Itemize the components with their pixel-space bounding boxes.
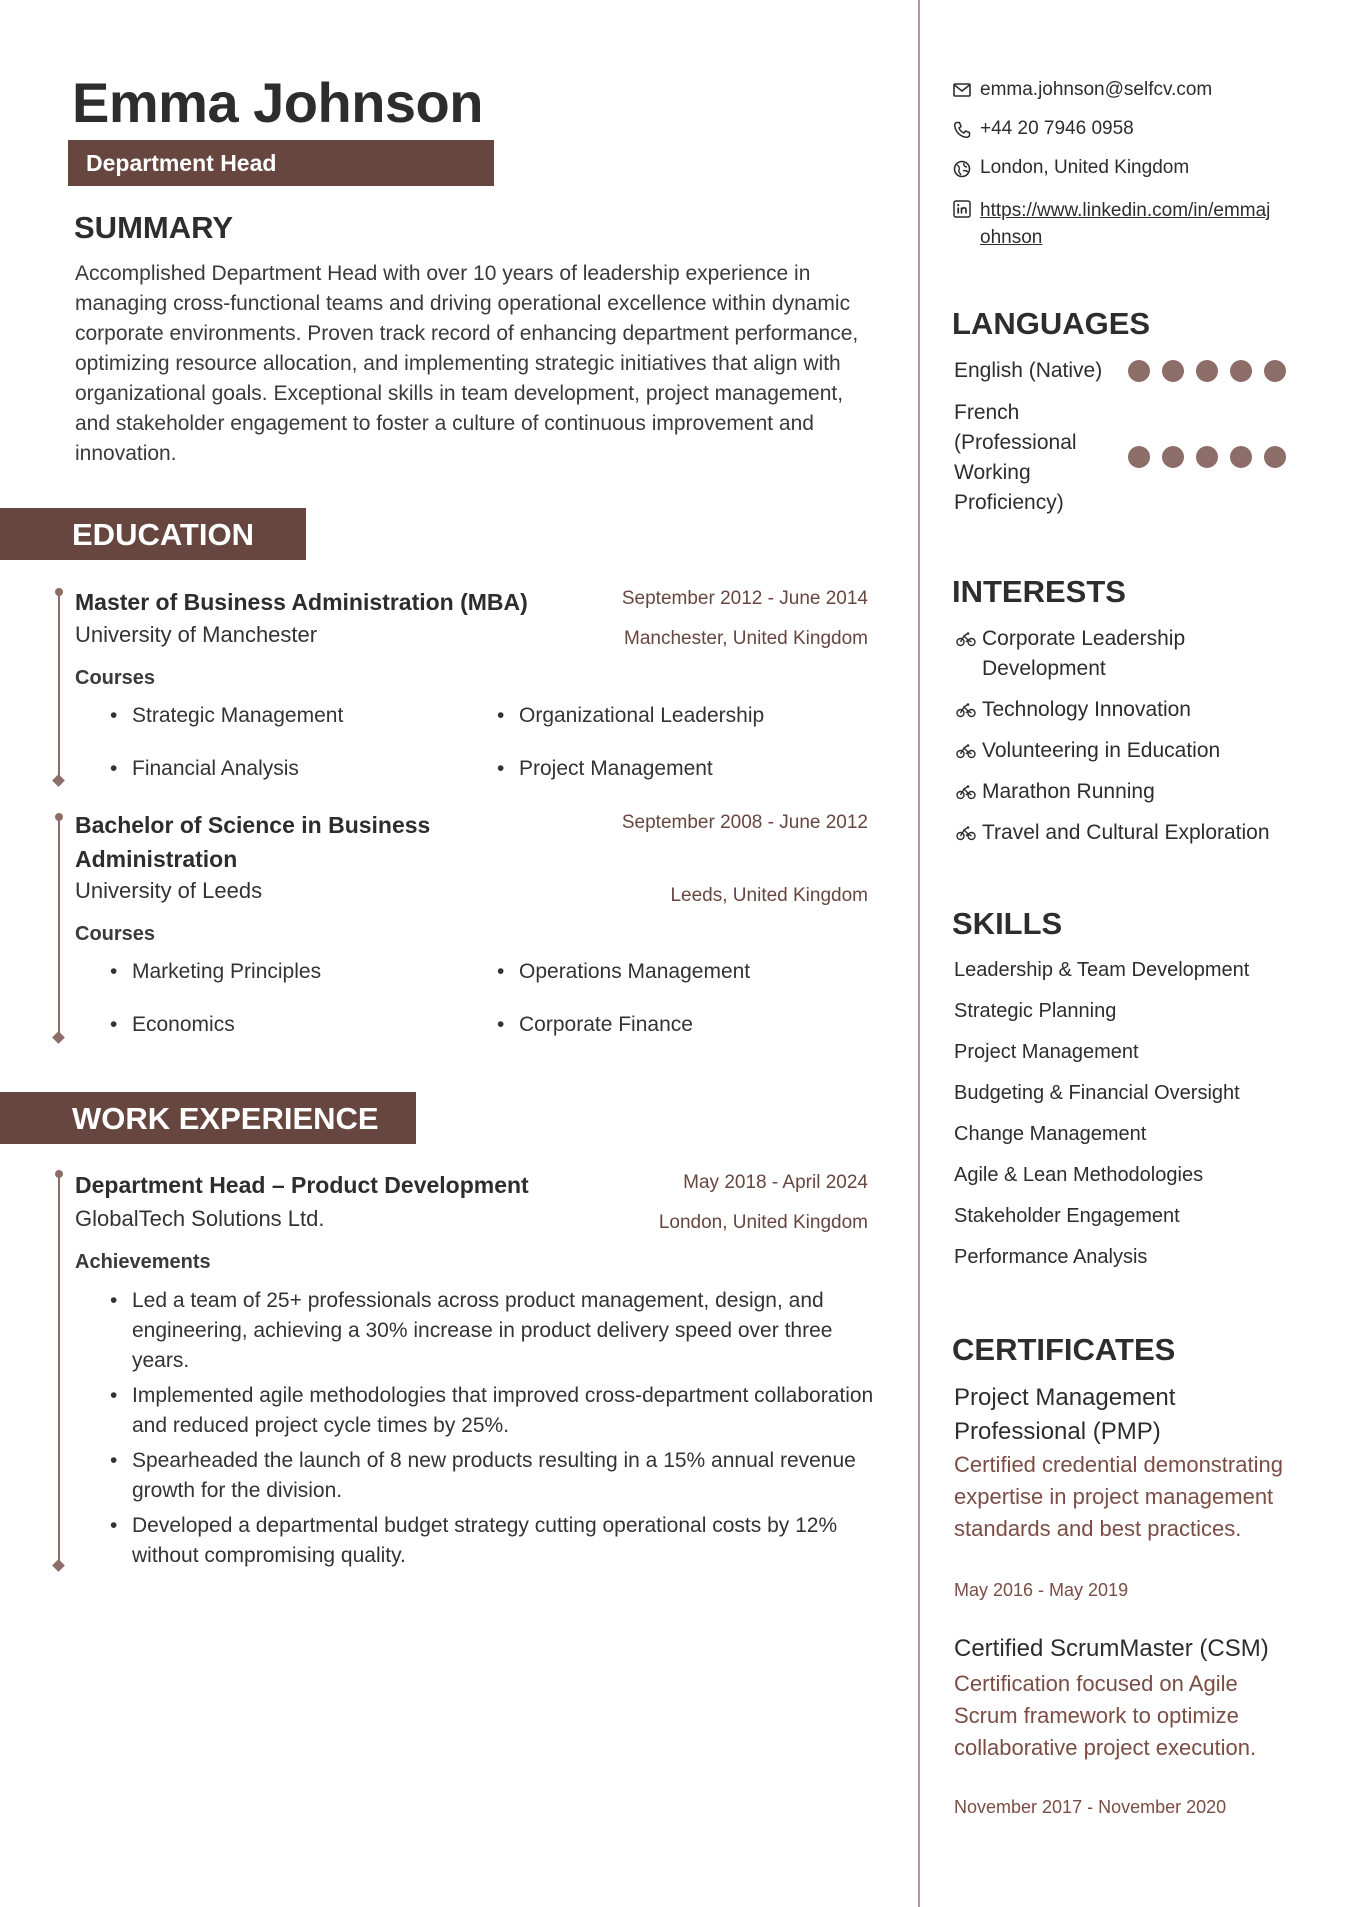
certificate-description: Certification focused on Agile Scrum framework to optimize collaborative project execution. <box>954 1671 1257 1760</box>
interest-text: Technology Innovation <box>982 698 1191 721</box>
course-item: • Project Management <box>519 757 713 781</box>
certificate-title: Project Management Professional (PMP) <box>954 1384 1176 1445</box>
email-text: emma.johnson@selfcv.com <box>980 79 1213 100</box>
courses-label: Courses <box>75 667 156 689</box>
experience-band <box>0 1092 416 1144</box>
phone-text: +44 20 7946 0958 <box>980 118 1134 139</box>
role-banner <box>68 140 494 186</box>
interest-text: Corporate Leadership Development <box>982 627 1186 680</box>
job-title: Department Head – Product Development <box>75 1172 529 1198</box>
education-location: Manchester, United Kingdom <box>624 628 868 649</box>
linkedin-line-2: ohnson <box>980 227 1043 248</box>
skills-heading: SKILLS <box>952 906 1063 941</box>
role-title: Department Head <box>86 150 277 176</box>
education-date: September 2008 - June 2012 <box>621 812 868 833</box>
linkedin-link[interactable] <box>980 197 1270 251</box>
skill-item: Leadership & Team Development <box>954 959 1250 981</box>
course-item: • Organizational Leadership <box>519 704 764 728</box>
course-item: • Corporate Finance <box>519 1013 693 1037</box>
skill-item: Stakeholder Engagement <box>954 1205 1180 1227</box>
language-rating <box>1128 446 1298 473</box>
education-title: Master of Business Administration (MBA) <box>75 589 528 615</box>
interest-text: Travel and Cultural Exploration <box>982 821 1270 844</box>
bicycle-icon <box>956 702 976 718</box>
education-date: September 2012 - June 2014 <box>621 588 868 609</box>
language-rating <box>1128 360 1298 387</box>
envelope-icon <box>953 82 971 98</box>
bicycle-icon <box>956 743 976 759</box>
certificate-description: Certified credential demonstrating expertise in project management standards and best practices. <box>954 1452 1283 1541</box>
linkedin-line-1: https://www.linkedin.com/in/emmaj <box>980 200 1271 221</box>
summary-heading: SUMMARY <box>74 210 234 245</box>
timeline-line <box>58 815 60 1037</box>
timeline-line <box>58 1172 60 1565</box>
achievements-label: Achievements <box>75 1251 211 1273</box>
linkedin-icon <box>953 200 971 218</box>
globe-icon <box>953 160 971 178</box>
skill-item: Strategic Planning <box>954 1000 1117 1022</box>
skill-item: Agile & Lean Methodologies <box>954 1164 1204 1186</box>
course-item: • Financial Analysis <box>132 757 299 781</box>
rating-dot <box>1264 360 1286 382</box>
location-text: London, United Kingdom <box>980 157 1190 178</box>
rating-dot <box>1128 446 1150 468</box>
course-item: • Strategic Management <box>132 704 343 728</box>
skill-item: Performance Analysis <box>954 1246 1148 1268</box>
language-name: French (Professional Working Proficiency) <box>954 401 1077 514</box>
achievement-item: • Implemented agile methodologies that improved cross-department collaboration and reduced project cycle times by 25%. <box>132 1381 877 1441</box>
skill-item: Project Management <box>954 1041 1139 1063</box>
certificate-title: Certified ScrumMaster (CSM) <box>954 1635 1269 1662</box>
rating-dot <box>1162 446 1184 468</box>
rating-dot <box>1196 360 1218 382</box>
language-name: English (Native) <box>954 359 1103 382</box>
interest-text: Volunteering in Education <box>982 739 1221 762</box>
bicycle-icon <box>956 631 976 647</box>
achievement-item: • Led a team of 25+ professionals across product management, design, and engineering, achieving a 30% increase in product delivery speed over three years. <box>132 1286 877 1376</box>
interest-item <box>956 818 1270 848</box>
skill-item: Budgeting & Financial Oversight <box>954 1082 1240 1104</box>
course-item: • Operations Management <box>519 960 750 984</box>
rating-dot <box>1230 360 1252 382</box>
interest-item <box>956 624 1256 684</box>
company-name: GlobalTech Solutions Ltd. <box>75 1206 325 1231</box>
rating-dot <box>1196 446 1218 468</box>
education-location: Leeds, United Kingdom <box>670 885 868 906</box>
timeline-line <box>58 590 60 780</box>
phone-icon <box>953 121 971 139</box>
course-item: • Marketing Principles <box>132 960 321 984</box>
summary-text: Accomplished Department Head with over 10 years of leadership experience in managing cross-functional teams and driving operational excellence within dynamic corporate environments. Proven track record of enhancing department performance, optimizing resource allocation, and implementing strategic initiatives that align with organizational goals. Exceptional skills in team development, project management, and stakeholder engagement to foster a culture of continuous improvement and innovation. <box>75 262 859 465</box>
education-institution: University of Leeds <box>75 878 263 903</box>
certificates-heading: CERTIFICATES <box>952 1332 1176 1367</box>
experience-heading: WORK EXPERIENCE <box>72 1101 379 1136</box>
achievement-item: • Developed a departmental budget strategy cutting operational costs by 12% without compromising quality. <box>132 1511 877 1571</box>
interest-item <box>956 695 1191 725</box>
courses-label: Courses <box>75 923 156 945</box>
certificate-date: May 2016 - May 2019 <box>954 1580 1129 1600</box>
candidate-name: Emma Johnson <box>72 71 483 134</box>
rating-dot <box>1264 446 1286 468</box>
interest-item <box>956 736 1220 766</box>
education-heading: EDUCATION <box>72 517 254 552</box>
achievements-list <box>132 1286 877 1576</box>
achievement-item: • Spearheaded the launch of 8 new products resulting in a 15% annual revenue growth for the division. <box>132 1446 877 1506</box>
interests-heading: INTERESTS <box>952 574 1126 609</box>
education-band <box>0 508 306 560</box>
bicycle-icon <box>956 825 976 841</box>
course-item: • Economics <box>132 1013 235 1037</box>
certificate-date: November 2017 - November 2020 <box>954 1797 1227 1817</box>
rating-dot <box>1162 360 1184 382</box>
education-title: Bachelor of Science in Business Administration <box>75 812 431 872</box>
rating-dot <box>1128 360 1150 382</box>
rating-dot <box>1230 446 1252 468</box>
interest-text: Marathon Running <box>982 780 1155 803</box>
column-divider <box>918 0 920 1907</box>
education-institution: University of Manchester <box>75 622 318 647</box>
skill-item: Change Management <box>954 1123 1147 1145</box>
interest-item <box>956 777 1155 807</box>
bicycle-icon <box>956 784 976 800</box>
job-date: May 2018 - April 2024 <box>683 1172 868 1193</box>
languages-heading: LANGUAGES <box>952 306 1151 341</box>
job-location: London, United Kingdom <box>658 1212 868 1233</box>
